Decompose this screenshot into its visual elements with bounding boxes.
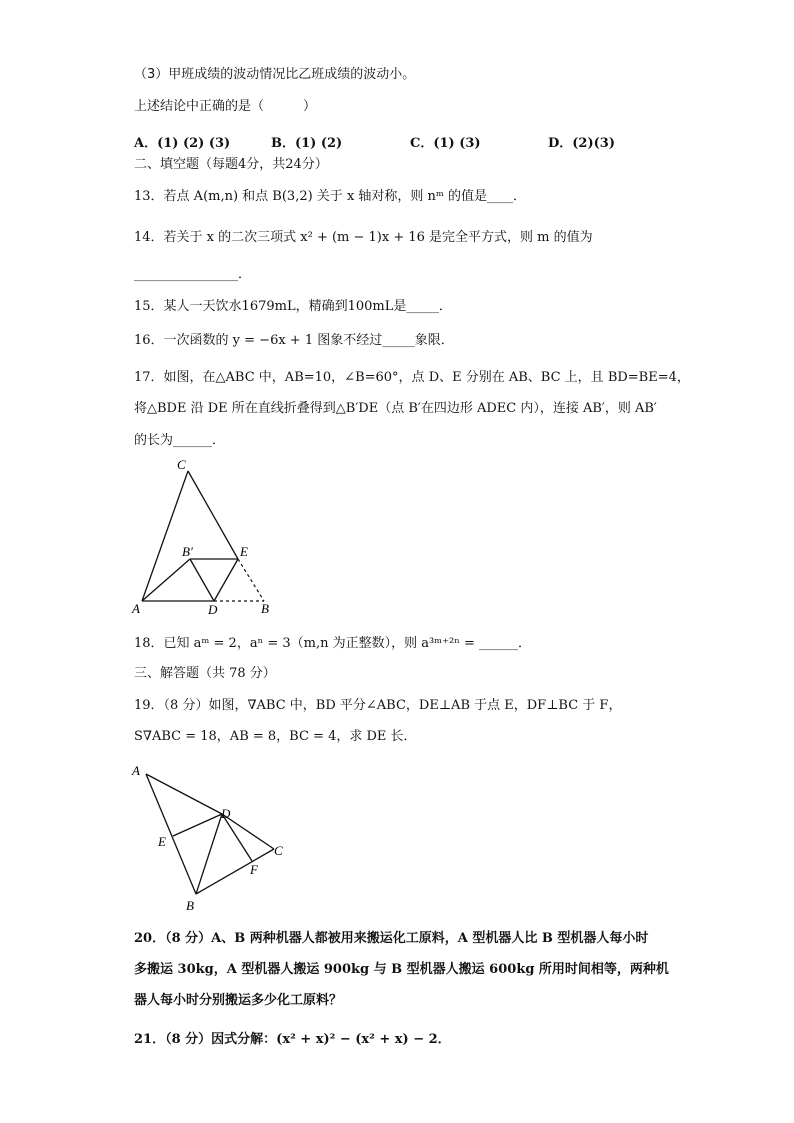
edge-ce bbox=[188, 471, 238, 559]
question-13: 13．若点 A(m,n) 和点 B(3,2) 关于 x 轴对称，则 nᵐ 的值是____． bbox=[134, 189, 527, 204]
edge-de bbox=[214, 559, 238, 601]
figure-17-triangle bbox=[128, 455, 288, 617]
question-15: 15．某人一天饮水1679mL，精确到100mL是_____． bbox=[134, 299, 452, 314]
edge-df bbox=[222, 814, 252, 861]
edge-de bbox=[173, 814, 222, 836]
question-20-line-2: 多搬运 30kg，A 型机器人搬运 900kg 与 B 型机器人搬运 600kg 所用时间相等，两种机 bbox=[134, 962, 669, 977]
question-20-line-3: 器人每小时分别搬运多少化工原料？ bbox=[134, 993, 343, 1008]
q12-option-d: D．(2)(3) bbox=[548, 136, 615, 151]
label-d: D bbox=[221, 806, 231, 821]
q12-option-b: B．(1) (2) bbox=[271, 136, 343, 151]
question-17-line-1: 17．如图，在△ABC 中，AB=10，∠B=60°，点 D、E 分别在 AB、BC 上，且 BD=BE=4， bbox=[134, 370, 690, 385]
q12-prompt: 上述结论中正确的是（ ） bbox=[134, 99, 317, 114]
edge-ad bbox=[146, 774, 222, 814]
label-b-prime: B′ bbox=[182, 544, 193, 559]
edge-eb-dashed bbox=[238, 559, 264, 601]
figure-19-triangle bbox=[128, 760, 298, 916]
question-17-line-2: 将△BDE 沿 DE 所在直线折叠得到△B′DE（点 B′在四边形 ADEC 内），连接 AB′，则 AB′ bbox=[134, 401, 657, 416]
label-d: D bbox=[208, 602, 218, 617]
label-a: A bbox=[132, 763, 140, 778]
edge-bpd bbox=[190, 559, 214, 601]
q12-option-a: A．(1) (2) (3) bbox=[134, 136, 231, 151]
question-21: 21．（8 分）因式分解：(x² + x)² − (x² + x) − 2． bbox=[134, 1032, 451, 1047]
question-14-line-1: 14．若关于 x 的二次三项式 x² + (m − 1)x + 16 是完全平方式，则 m 的值为 bbox=[134, 230, 593, 245]
question-19-line-2: S∇ABC = 18，AB = 8，BC = 4，求 DE 长． bbox=[134, 729, 417, 744]
label-b: B bbox=[186, 898, 194, 913]
label-c: C bbox=[177, 457, 186, 472]
question-20-line-1: 20．（8 分）A、B 两种机器人都被用来搬运化工原料，A 型机器人比 B 型机器人每小时 bbox=[134, 931, 649, 946]
label-c: C bbox=[274, 843, 283, 858]
q12-option-c: C．(1) (3) bbox=[410, 136, 481, 151]
section-heading-answer: 三、解答题（共 78 分） bbox=[134, 666, 276, 681]
question-14-line-2: ________________． bbox=[134, 267, 252, 282]
label-e: E bbox=[240, 544, 248, 559]
q12-statement-3: （3）甲班成绩的波动情况比乙班成绩的波动小。 bbox=[134, 67, 416, 82]
edge-ab bbox=[146, 774, 196, 894]
section-heading-fill-in: 二、填空题（每题4分，共24分） bbox=[134, 157, 328, 172]
label-e: E bbox=[158, 834, 166, 849]
question-18: 18．已知 aᵐ = 2，aⁿ = 3（m,n 为正整数），则 a³ᵐ⁺²ⁿ = ______． bbox=[134, 636, 532, 651]
question-17-line-3: 的长为______． bbox=[134, 433, 226, 448]
question-16: 16．一次函数的 y = −6x + 1 图象不经过_____象限． bbox=[134, 333, 454, 348]
question-19-line-1: 19．（8 分）如图，∇ABC 中，BD 平分∠ABC，DE⊥AB 于点 E，DF⊥BC 于 F， bbox=[134, 698, 622, 713]
label-a: A bbox=[132, 601, 140, 616]
label-b: B bbox=[261, 601, 269, 616]
edge-bc bbox=[196, 849, 274, 894]
label-f: F bbox=[250, 862, 258, 877]
